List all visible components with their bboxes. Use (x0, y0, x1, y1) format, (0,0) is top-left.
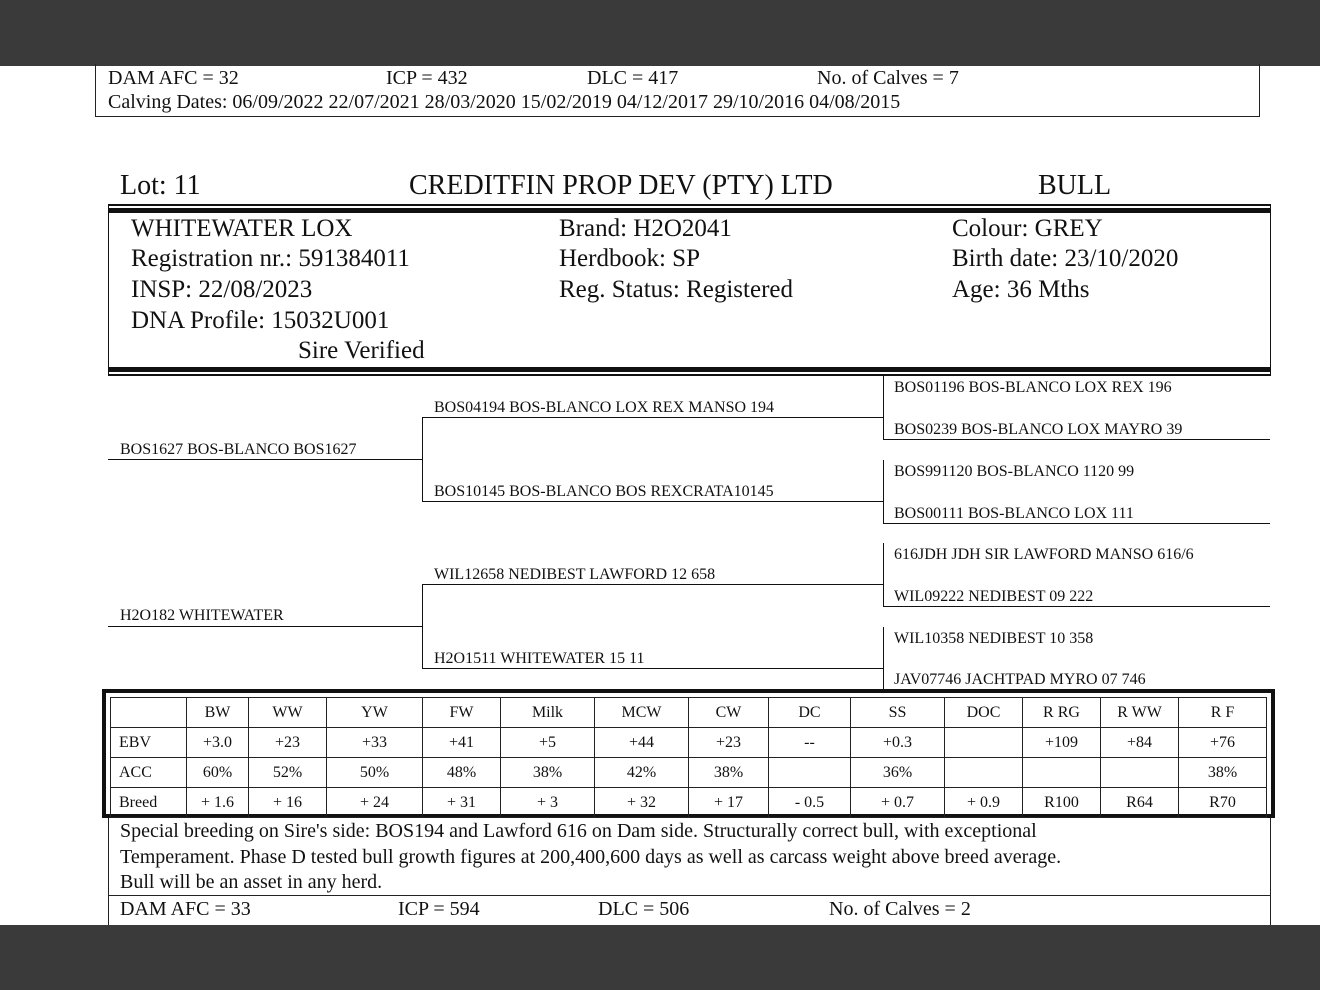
pedigree-line (883, 523, 1270, 524)
pedigree-dam-sire: WIL12658 NEDIBEST LAWFORD 12 658 (434, 566, 716, 583)
ebv-header-cell (111, 698, 187, 728)
pedigree-sire-sire: BOS04194 BOS-BLANCO LOX REX MANSO 194 (434, 399, 775, 416)
ebv-cell: 38% (689, 758, 769, 788)
ebv-cell: +109 (1023, 728, 1101, 758)
ebv-cell: 60% (187, 758, 249, 788)
ebv-cell: +0.3 (851, 728, 945, 758)
ebv-cell (945, 758, 1023, 788)
colour: Colour: GREY (952, 215, 1103, 242)
details-left-border (108, 204, 109, 374)
pedigree-ggp-3: BOS991120 BOS-BLANCO 1120 99 (894, 463, 1135, 480)
pedigree-ggp-8: JAV07746 JACHTPAD MYRO 07 746 (894, 671, 1146, 688)
pedigree-sire-dam: BOS10145 BOS-BLANCO BOS REXCRATA10145 (434, 483, 774, 500)
ebv-header-cell: R F (1179, 698, 1267, 728)
ebv-cell: 42% (595, 758, 689, 788)
prev-dam-afc: DAM AFC = 32 (108, 67, 239, 89)
ebv-table (110, 697, 1267, 818)
pedigree-line (422, 668, 883, 669)
pedigree-line (108, 459, 422, 460)
ebv-header-cell: R WW (1101, 698, 1179, 728)
prev-dam-icp: ICP = 432 (386, 67, 468, 89)
pedigree-dam-dam: H2O1511 WHITEWATER 15 11 (434, 650, 645, 667)
registration-number: Registration nr.: 591384011 (131, 245, 410, 272)
bottom-dark-bar (0, 925, 1320, 990)
ebv-cell: + 17 (689, 788, 769, 818)
ebv-cell: + 0.7 (851, 788, 945, 818)
lot-number: Lot: 11 (120, 170, 201, 201)
ebv-cell: R70 (1179, 788, 1267, 818)
ebv-cell: - 0.5 (769, 788, 851, 818)
ebv-row-ebv (111, 728, 1267, 758)
ebv-cell: +23 (689, 728, 769, 758)
pedigree-line (108, 626, 422, 627)
ebv-row-label: EBV (111, 728, 187, 758)
pedigree-line (883, 543, 884, 606)
ebv-cell (1023, 758, 1101, 788)
pedigree-line (883, 606, 1270, 607)
birth-date: Birth date: 23/10/2020 (952, 245, 1179, 272)
ebv-header-cell: Milk (501, 698, 595, 728)
ebv-header-cell: WW (249, 698, 327, 728)
pedigree-line (422, 417, 883, 418)
ebv-header-cell: MCW (595, 698, 689, 728)
animal-type: BULL (1038, 170, 1112, 201)
dam-icp: ICP = 594 (398, 898, 480, 920)
ebv-cell: +76 (1179, 728, 1267, 758)
ebv-cell: + 31 (423, 788, 501, 818)
ebv-cell (769, 758, 851, 788)
ebv-cell: + 32 (595, 788, 689, 818)
ebv-header-cell: SS (851, 698, 945, 728)
ebv-cell: +33 (327, 728, 423, 758)
pedigree-sire: BOS1627 BOS-BLANCO BOS1627 (120, 441, 357, 458)
ebv-header-cell: CW (689, 698, 769, 728)
pedigree-ggp-2: BOS0239 BOS-BLANCO LOX MAYRO 39 (894, 421, 1183, 438)
ebv-cell: 38% (501, 758, 595, 788)
header-rule-thin (108, 204, 1271, 206)
ebv-cell: R100 (1023, 788, 1101, 818)
ebv-header-cell: DOC (945, 698, 1023, 728)
ebv-cell: +84 (1101, 728, 1179, 758)
details-right-border (1270, 204, 1271, 374)
dna-profile: DNA Profile: 15032U001 (131, 307, 390, 334)
ebv-cell: -- (769, 728, 851, 758)
pedigree-line (883, 627, 884, 690)
comment-line-3: Bull will be an asset in any herd. (120, 871, 383, 893)
insp-date: INSP: 22/08/2023 (131, 276, 313, 303)
pedigree-ggp-4: BOS00111 BOS-BLANCO LOX 111 (894, 505, 1134, 522)
age: Age: 36 Mths (952, 276, 1090, 303)
sire-verified: Sire Verified (298, 337, 425, 364)
ebv-cell: 38% (1179, 758, 1267, 788)
prev-dam-dlc: DLC = 417 (587, 67, 679, 89)
ebv-cell: + 24 (327, 788, 423, 818)
comment-line-2: Temperament. Phase D tested bull growth figures at 200,400,600 days as well as carcass weight above breed average. (120, 846, 1062, 868)
ebv-row-breed (111, 788, 1267, 818)
ebv-cell: R64 (1101, 788, 1179, 818)
header-rule-thick (108, 208, 1271, 213)
ebv-header-cell: R RG (1023, 698, 1101, 728)
ebv-cell: 50% (327, 758, 423, 788)
pedigree-line (422, 418, 423, 502)
ebv-row-acc (111, 758, 1267, 788)
ebv-header-cell: BW (187, 698, 249, 728)
details-rule-thin (108, 374, 1271, 376)
pedigree-ggp-5: 616JDH JDH SIR LAWFORD MANSO 616/6 (894, 546, 1194, 563)
ebv-cell: 36% (851, 758, 945, 788)
ebv-cell: +23 (249, 728, 327, 758)
brand: Brand: H2O2041 (559, 215, 732, 242)
prev-calving-dates: Calving Dates: 06/09/2022 22/07/2021 28/03/2020 15/02/2019 04/12/2017 29/10/2016 04/08/2015 (108, 91, 901, 113)
ebv-cell: 48% (423, 758, 501, 788)
ebv-header-cell: FW (423, 698, 501, 728)
pedigree-ggp-6: WIL09222 NEDIBEST 09 222 (894, 588, 1094, 605)
pedigree-line (883, 439, 1270, 440)
pedigree-ggp-7: WIL10358 NEDIBEST 10 358 (894, 630, 1094, 647)
ebv-row-label: ACC (111, 758, 187, 788)
ebv-cell: +5 (501, 728, 595, 758)
seller-name: CREDITFIN PROP DEV (PTY) LTD (409, 170, 833, 201)
ebv-cell: + 3 (501, 788, 595, 818)
pedigree-ggp-1: BOS01196 BOS-BLANCO LOX REX 196 (894, 379, 1172, 396)
comment-line-1: Special breeding on Sire's side: BOS194 and Lawford 616 on Dam side. Structurally correct bull, with exceptional (120, 820, 1037, 842)
ebv-cell: 52% (249, 758, 327, 788)
prev-dam-calves: No. of Calves = 7 (817, 67, 959, 89)
herdbook: Herdbook: SP (559, 245, 700, 272)
ebv-row-label: Breed (111, 788, 187, 818)
ebv-cell (1101, 758, 1179, 788)
pedigree-dam: H2O182 WHITEWATER (120, 607, 284, 624)
ebv-cell: + 16 (249, 788, 327, 818)
top-dark-bar (0, 0, 1320, 66)
pedigree-line (883, 460, 884, 523)
ebv-header-cell: YW (327, 698, 423, 728)
dam-afc: DAM AFC = 33 (120, 898, 251, 920)
dam-dlc: DLC = 506 (598, 898, 690, 920)
ebv-cell: + 0.9 (945, 788, 1023, 818)
details-rule-thick (108, 367, 1271, 372)
pedigree-line (422, 501, 883, 502)
pedigree-line (422, 584, 883, 585)
ebv-header-cell: DC (769, 698, 851, 728)
ebv-cell: +41 (423, 728, 501, 758)
pedigree-line (883, 376, 884, 439)
ebv-cell: + 1.6 (187, 788, 249, 818)
pedigree-line (422, 585, 423, 669)
ebv-cell: +3.0 (187, 728, 249, 758)
animal-name: WHITEWATER LOX (131, 215, 353, 242)
dam-calves: No. of Calves = 2 (829, 898, 971, 920)
ebv-header-row (111, 698, 1267, 728)
ebv-cell: +44 (595, 728, 689, 758)
ebv-cell (945, 728, 1023, 758)
reg-status: Reg. Status: Registered (559, 276, 793, 303)
